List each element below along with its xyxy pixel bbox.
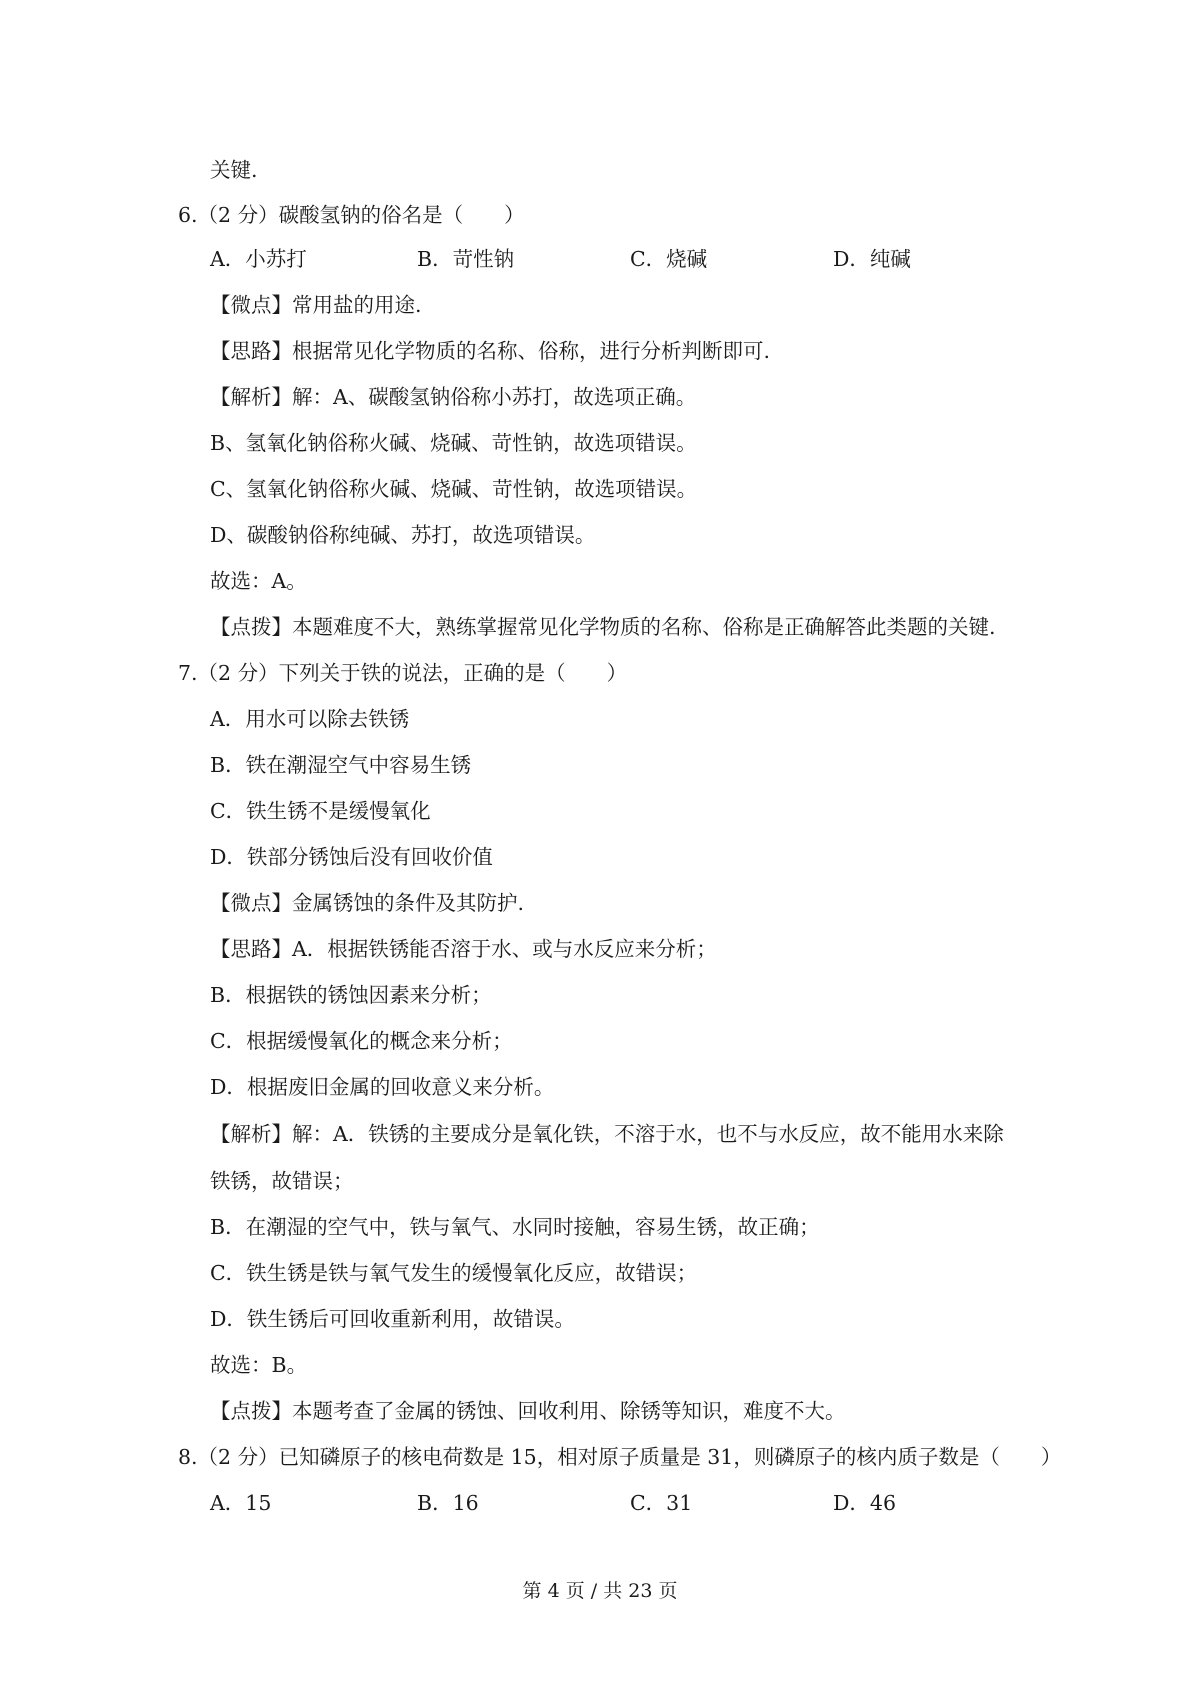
option-d: D．纯碱 [833, 247, 911, 271]
q6-jiexi-line: C、氢氧化钠俗称火碱、烧碱、苛性钠，故选项错误。 [210, 477, 698, 501]
q7-silu-line: D．根据废旧金属的回收意义来分析。 [210, 1075, 555, 1099]
option-d: D．46 [833, 1491, 897, 1515]
question-8-stem: 8.（2 分）已知磷原子的核电荷数是 15，相对原子质量是 31，则磷原子的核内质子数是（ ） [178, 1445, 1062, 1469]
q6-weidian: 【微点】常用盐的用途. [210, 293, 422, 317]
option-a: A．用水可以除去铁锈 [210, 707, 410, 731]
q7-silu-line: 【思路】A．根据铁锈能否溶于水、或与水反应来分析； [210, 937, 717, 961]
option-b: B．铁在潮湿空气中容易生锈 [210, 753, 472, 777]
paragraph-tail: 关键. [210, 158, 258, 182]
option-c: C．铁生锈不是缓慢氧化 [210, 799, 431, 823]
q6-answer: 故选：A。 [210, 569, 307, 593]
q6-jiexi-line: 【解析】解：A、碳酸氢钠俗称小苏打，故选项正确。 [210, 385, 697, 409]
q6-jiexi-line: B、氢氧化钠俗称火碱、烧碱、苛性钠，故选项错误。 [210, 431, 697, 455]
q6-silu: 【思路】根据常见化学物质的名称、俗称，进行分析判断即可. [210, 339, 771, 363]
question-6-stem: 6.（2 分）碳酸氢钠的俗名是（ ） [178, 203, 525, 227]
option-c: C．31 [630, 1491, 693, 1515]
q6-jiexi-line: D、碳酸钠俗称纯碱、苏打，故选项错误。 [210, 523, 596, 547]
question-7-stem: 7.（2 分）下列关于铁的说法，正确的是（ ） [178, 661, 628, 685]
q7-jiexi-line: 【解析】解：A．铁锈的主要成分是氧化铁，不溶于水，也不与水反应，故不能用水来除 [210, 1122, 1004, 1146]
option-a: A．15 [210, 1491, 272, 1515]
q7-jiexi-line: B．在潮湿的空气中，铁与氧气、水同时接触，容易生锈，故正确； [210, 1215, 820, 1239]
q7-silu-line: C．根据缓慢氧化的概念来分析； [210, 1029, 513, 1053]
option-b: B．苛性钠 [417, 247, 515, 271]
q7-weidian: 【微点】金属锈蚀的条件及其防护. [210, 891, 525, 915]
option-a: A．小苏打 [210, 247, 307, 271]
question-6-options [0, 245, 1200, 273]
q6-dianbo: 【点拨】本题难度不大，熟练掌握常见化学物质的名称、俗称是正确解答此类题的关键. [210, 615, 996, 639]
q7-answer: 故选：B。 [210, 1353, 308, 1377]
option-d: D．铁部分锈蚀后没有回收价值 [210, 845, 493, 869]
q7-jiexi-line: 铁锈，故错误； [210, 1169, 354, 1193]
q7-jiexi-line: D．铁生锈后可回收重新利用，故错误。 [210, 1307, 575, 1331]
q7-silu-line: B．根据铁的锈蚀因素来分析； [210, 983, 492, 1007]
option-c: C．烧碱 [630, 247, 708, 271]
page-number-footer: 第 4 页 / 共 23 页 [522, 1580, 678, 1602]
option-b: B．16 [417, 1491, 479, 1515]
q7-jiexi-line: C．铁生锈是铁与氧气发生的缓慢氧化反应，故错误； [210, 1261, 698, 1285]
q7-dianbo: 【点拨】本题考查了金属的锈蚀、回收利用、除锈等知识，难度不大。 [210, 1399, 846, 1423]
question-8-options [0, 1489, 1200, 1517]
